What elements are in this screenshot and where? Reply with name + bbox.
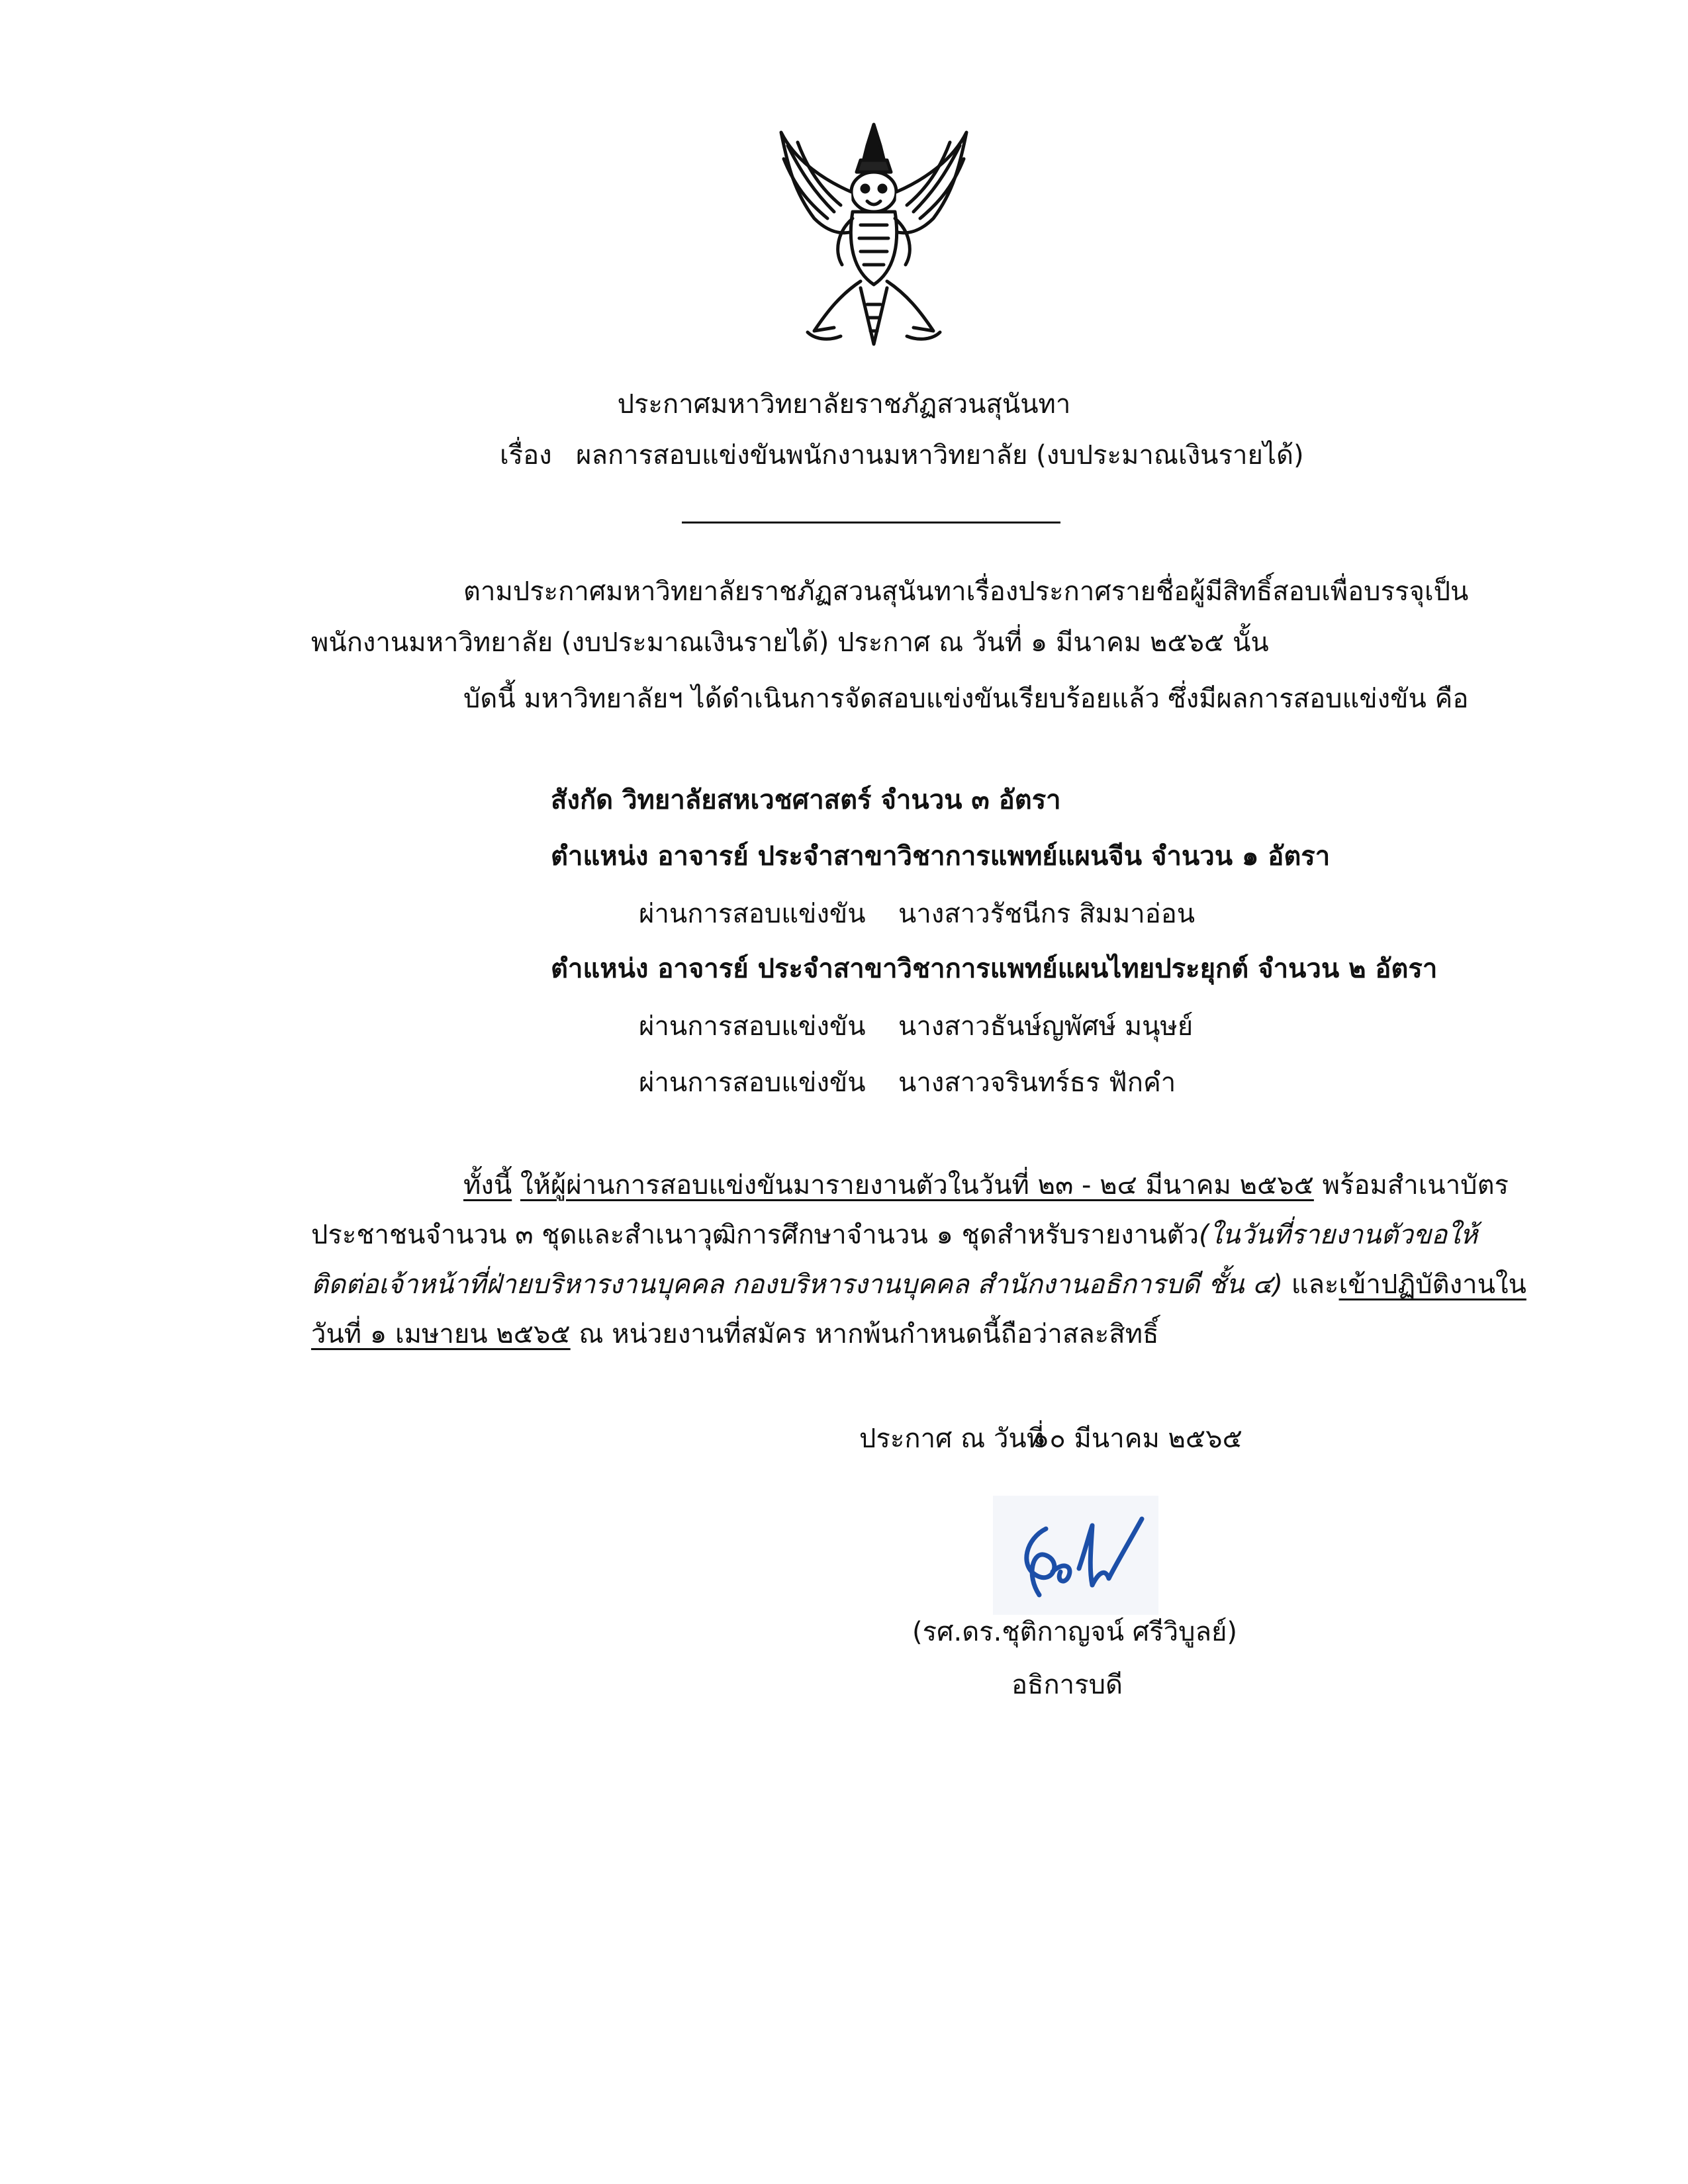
intro-line-1 bbox=[463, 574, 1469, 609]
announce-date: ๑๐ มีนาคม ๒๕๖๕ bbox=[1033, 1424, 1243, 1454]
instructions-line-4-rest: ณ หน่วยงานที่สมัคร หากพ้นกำหนดนี้ถือว่าสละสิทธิ์ bbox=[570, 1319, 1159, 1349]
instructions-hereby: ทั้งนี้ bbox=[463, 1170, 512, 1201]
instructions-l2-c: และสำเนาวุฒิการศึกษา bbox=[577, 1220, 847, 1250]
intro-line-1a: ตามประกาศมหาวิทยาลัยราชภัฏสวนสุนันทา bbox=[463, 576, 966, 607]
position-1-status-1: ผ่านการสอบแข่งขัน bbox=[639, 899, 866, 929]
position-1-name-1: นางสาวรัชนีกร สิมมาอ่อน bbox=[898, 899, 1196, 929]
announcement-title: ประกาศมหาวิทยาลัยราชภัฏสวนสุนันทา bbox=[617, 389, 1071, 420]
subject-text: ผลการสอบแข่งขันพนักงานมหาวิทยาลัย (งบประมาณเงินรายได้) bbox=[576, 440, 1304, 471]
signature-icon bbox=[1000, 1502, 1152, 1615]
unit-heading: สังกัด วิทยาลัยสหเวชศาสตร์ จำนวน ๓ อัตรา bbox=[551, 785, 1061, 815]
instructions-and: และ bbox=[1283, 1269, 1339, 1300]
instructions-line-1-rest: พร้อมสำเนาบัตร bbox=[1313, 1170, 1509, 1201]
intro-line-1b: เรื่อง bbox=[966, 576, 1019, 607]
subject-label: เรื่อง bbox=[500, 440, 552, 471]
position-1-title: ตำแหน่ง อาจารย์ ประจำสาขาวิชาการแพทย์แผนจีน จำนวน ๑ อัตรา bbox=[551, 841, 1331, 872]
instructions-l2-italic: (ในวันที่รายงานตัวขอให้ bbox=[1199, 1220, 1478, 1250]
garuda-emblem-icon bbox=[768, 119, 980, 357]
position-2-title: ตำแหน่ง อาจารย์ ประจำสาขาวิชาการแพทย์แผนไทยประยุกต์ จำนวน ๒ อัตรา bbox=[551, 954, 1438, 984]
instructions-line-3 bbox=[311, 1267, 1526, 1302]
title-divider bbox=[682, 522, 1060, 523]
instructions-l2-b: จำนวน ๓ ชุด bbox=[425, 1220, 577, 1250]
instructions-line-4 bbox=[311, 1317, 1159, 1351]
instructions-l2-a: ประชาชน bbox=[311, 1220, 426, 1250]
intro-line-3: บัดนี้ มหาวิทยาลัยฯ ได้ดำเนินการจัดสอบแข่งขันเรียบร้อยแล้ว ซึ่งมีผลการสอบแข่งขัน คือ bbox=[463, 684, 1469, 714]
instructions-start-work: เข้าปฏิบัติงานใน bbox=[1338, 1269, 1526, 1300]
instructions-l2-e: สำหรับรายงานตัว bbox=[996, 1220, 1199, 1250]
instructions-line-1 bbox=[463, 1168, 1509, 1203]
announce-date-label: ประกาศ ณ วันที่ bbox=[859, 1424, 1045, 1454]
signer-title: อธิการบดี bbox=[1011, 1670, 1123, 1700]
intro-line-1c: ประกาศรายชื่อผู้มีสิทธิ์สอบเพื่อบรรจุเป็น bbox=[1018, 576, 1469, 607]
position-2-status-2: ผ่านการสอบแข่งขัน bbox=[639, 1068, 866, 1098]
position-2-name-1: นางสาวธันษ์ญพัศษ์ มนุษย์ bbox=[898, 1011, 1194, 1042]
instructions-l2-d: จำนวน ๑ ชุด bbox=[846, 1220, 997, 1250]
instructions-report-dates: ให้ผู้ผ่านการสอบแข่งขันมารายงานตัวในวันที่ ๒๓ - ๒๔ มีนาคม ๒๕๖๕ bbox=[520, 1170, 1314, 1201]
signer-name: (รศ.ดร.ชุติกาญจน์ ศรีวิบูลย์) bbox=[912, 1617, 1238, 1647]
position-2-name-2: นางสาวจรินทร์ธร ฟักคำ bbox=[898, 1068, 1176, 1098]
instructions-space bbox=[512, 1170, 520, 1201]
position-2-status-1: ผ่านการสอบแข่งขัน bbox=[639, 1011, 866, 1042]
instructions-start-date: วันที่ ๑ เมษายน ๒๕๖๕ bbox=[311, 1319, 571, 1349]
instructions-contact: ติดต่อเจ้าหน้าที่ฝ่ายบริหารงานบุคคล กองบริหารงานบุคคล สำนักงานอธิการบดี ชั้น ๔) bbox=[311, 1269, 1284, 1300]
instructions-line-2 bbox=[311, 1218, 1478, 1252]
intro-line-2: พนักงานมหาวิทยาลัย (งบประมาณเงินรายได้) ประกาศ ณ วันที่ ๑ มีนาคม ๒๕๖๕ นั้น bbox=[311, 627, 1269, 658]
